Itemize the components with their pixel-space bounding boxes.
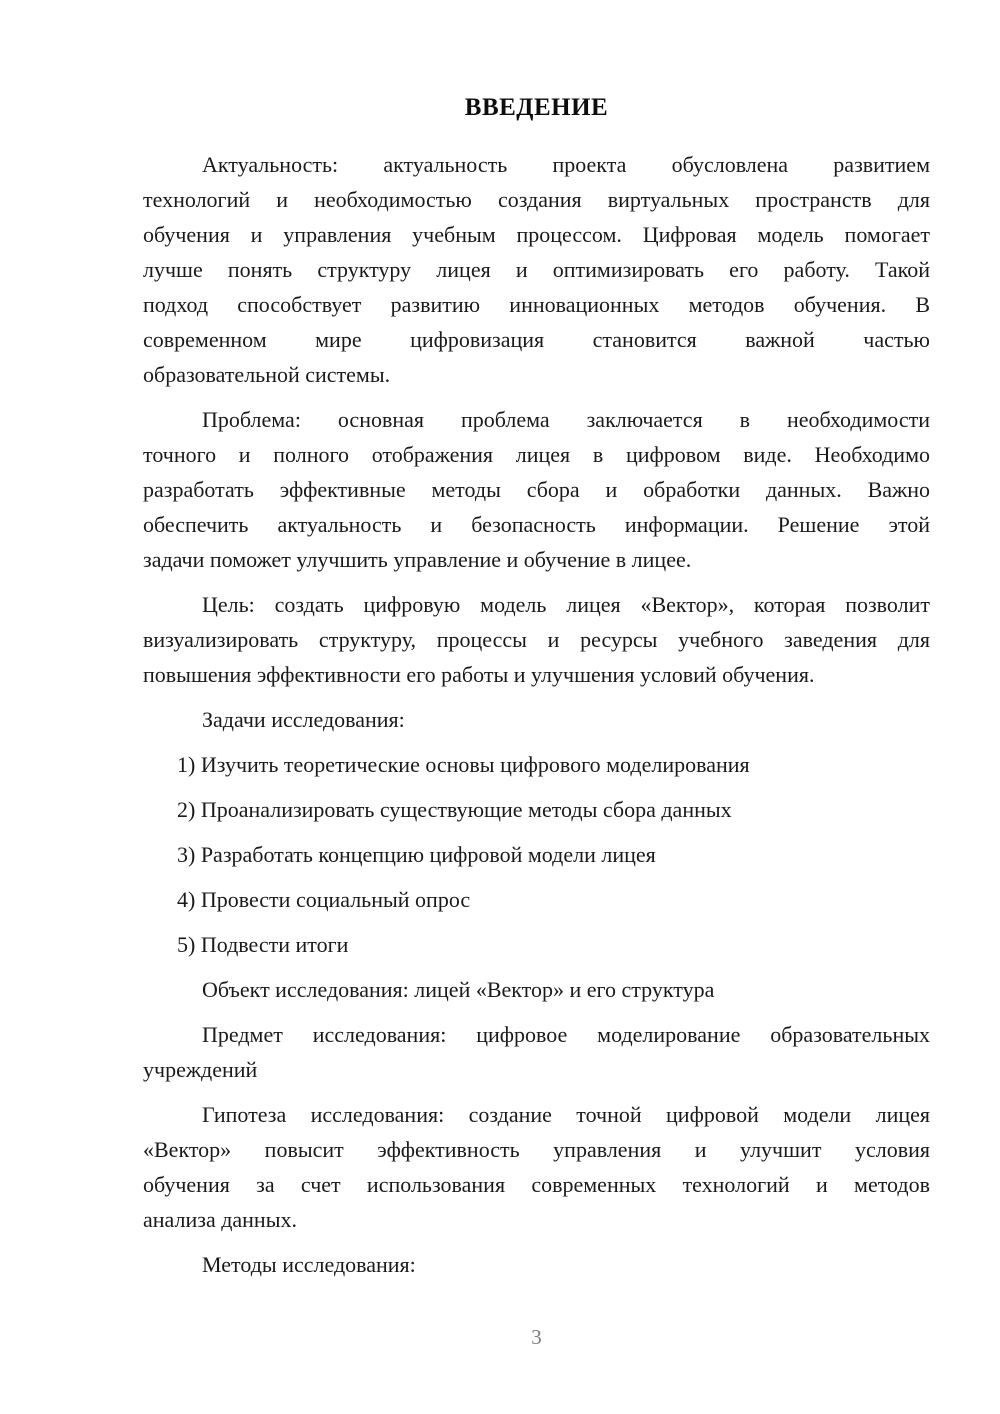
text-line: анализа данных. [143,1207,297,1232]
page-title: ВВЕДЕНИЕ [464,94,609,121]
text-line: разработать эффективные методы сбора и обработки данных. Важно [143,477,930,502]
text-line: «Вектор» повысит эффективность управления и улучшит условия [143,1137,930,1162]
text-line: визуализировать структуру, процессы и ресурсы учебного заведения для [143,627,930,652]
paragraph [143,402,930,577]
list-item [143,747,930,782]
text-line: Объект исследования: лицей «Вектор» и его структура [202,977,715,1002]
text-line: лучше понять структуру лицея и оптимизировать его работу. Такой [143,257,930,282]
text-line: повышения эффективности его работы и улучшения условий обучения. [143,662,815,687]
list-item [143,882,930,917]
text-line: 3) Разработать концепцию цифровой модели лицея [177,842,656,867]
text-line: современном мире цифровизация становится важной частью [143,327,930,352]
text-line: образовательной системы. [143,362,391,387]
text-line: 4) Провести социальный опрос [177,887,471,912]
text-line: 2) Проанализировать существующие методы сбора данных [177,797,732,822]
document-content [143,90,930,1292]
text-line: Проблема: основная проблема заключается в необходимости [202,407,930,432]
list-item [143,792,930,827]
text-line: Предмет исследования: цифровое моделирование образовательных [202,1022,930,1047]
text-line: учреждений [143,1057,258,1082]
text-line: обучения за счет использования современных технологий и методов [143,1172,930,1197]
text-line: Актуальность: актуальность проекта обусловлена развитием [202,152,930,177]
text-line: Цель: создать цифровую модель лицея «Вектор», которая позволит [202,592,930,617]
paragraph [143,972,930,1007]
page-number: 3 [531,1325,542,1349]
text-line: задачи поможет улучшить управление и обучение в лицее. [143,547,692,572]
text-line: технологий и необходимостью создания виртуальных пространств для [143,187,930,212]
text-line: Задачи исследования: [202,707,405,732]
paragraph [143,587,930,692]
text-line: Методы исследования: [202,1252,416,1277]
text-line: подход способствует развитию инновационных методов обучения. В [143,292,930,317]
text-line: точного и полного отображения лицея в цифровом виде. Необходимо [143,442,930,467]
text-line: обеспечить актуальность и безопасность информации. Решение этой [143,512,930,537]
paragraph [143,1247,930,1282]
document-blocks [143,147,930,1282]
paragraph [143,147,930,392]
paragraph [143,1097,930,1237]
paragraph [143,1017,930,1087]
list-item [143,837,930,872]
text-line: 1) Изучить теоретические основы цифрового моделирования [177,752,750,777]
text-line: обучения и управления учебным процессом. Цифровая модель помогает [143,222,930,247]
paragraph [143,702,930,737]
text-line: 5) Подвести итоги [177,932,349,957]
text-line: Гипотеза исследования: создание точной цифровой модели лицея [202,1102,930,1127]
list-item [143,927,930,962]
